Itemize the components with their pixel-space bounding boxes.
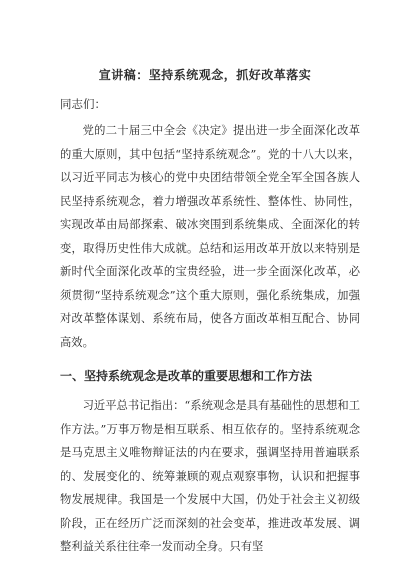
- body-paragraph: 习近平总书记指出：“系统观念是具有基础性的思想和工作方法。”万事万物是相互联系、相互依存的。坚持系统观念是马克思主义唯物辩证法的内在要求，强调坚持用普遍联系的、发展变化的、统筹兼顾的观点观察事物，认识和把握事物发展规律。我国是一个发展中大国，仍处于社会主义初级阶段，正在经历广泛而深刻的社会变革，推进改革发展、调整利益关系往往牵一发而动全身。只有坚: [60, 399, 360, 553]
- salutation: 同志们：: [60, 97, 106, 111]
- body-paragraph: 党的二十届三中全会《决定》提出进一步全面深化改革的重大原则，其中包括“坚持系统观念”。党的十八大以来，以习近平同志为核心的党中央团结带领全党全军全国各族人民坚持系统观念，着力增强改革系统性、整体性、协同性，实现改革由局部探索、破冰突围到系统集成、全面深化的转变，取得历史性伟大成就。总结和运用改革开放以来特别是新时代全面深化改革的宝贵经验，进一步全面深化改革，必须贯彻“坚持系统观念”这个重大原则，强化系统集成，加强对改革整体谋划、系统布局，使各方面改革相互配合、协同高效。: [60, 124, 360, 349]
- section-heading: 一、坚持系统观念是改革的重要思想和工作方法: [60, 369, 313, 383]
- document-title: 宣讲稿：坚持系统观念，抓好改革落实: [98, 68, 312, 82]
